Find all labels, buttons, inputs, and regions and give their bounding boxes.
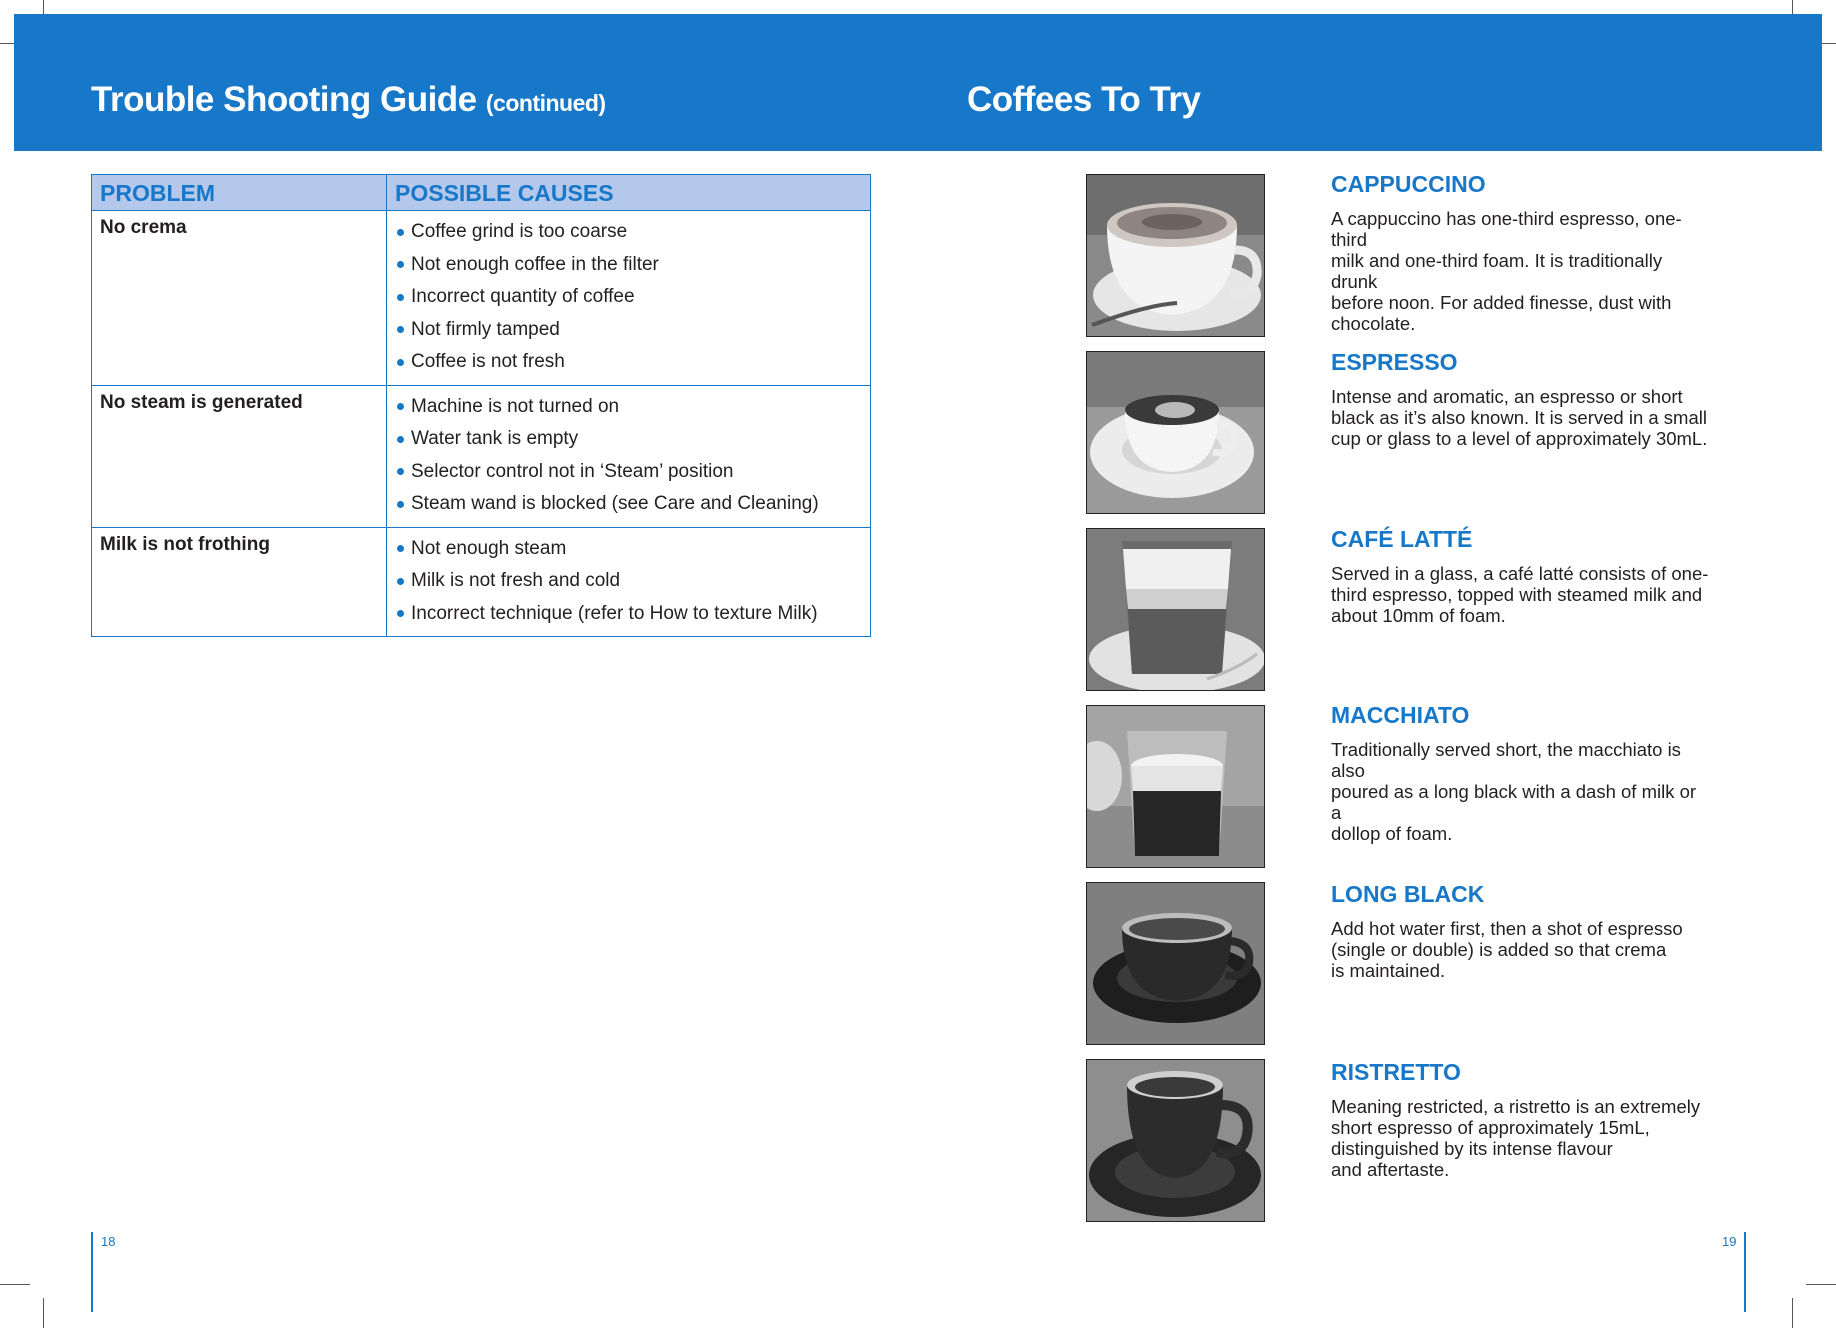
bullet-icon [397, 578, 404, 585]
coffee-name: ESPRESSO [1331, 349, 1458, 375]
long-black-photo [1086, 882, 1265, 1045]
list-item [395, 565, 862, 598]
cause-text: Coffee grind is too coarse [411, 221, 628, 243]
cause-text: Not firmly tamped [411, 318, 560, 340]
cause-text: Selector control not in ‘Steam’ position [411, 460, 734, 482]
list-item [395, 456, 862, 489]
list-item [395, 391, 862, 424]
causes-cell [387, 211, 871, 386]
list-item [395, 249, 862, 282]
problem-cell: Milk is not frothing [92, 527, 387, 637]
cause-text: Milk is not fresh and cold [411, 570, 621, 592]
coffee-name: MACCHIATO [1331, 702, 1470, 728]
bullet-icon [397, 545, 404, 552]
causes-cell [387, 527, 871, 637]
page-rule-right [1744, 1232, 1746, 1312]
coffee-entry-cafe-latte [1331, 526, 1711, 626]
page-title-right: Coffees To Try [967, 80, 1201, 119]
cause-text: Water tank is empty [411, 428, 579, 450]
bullet-icon [397, 403, 404, 410]
column-header-problem: PROBLEM [92, 175, 387, 211]
bullet-icon [397, 610, 404, 617]
coffee-name: RISTRETTO [1331, 1059, 1461, 1085]
list-item [395, 598, 862, 631]
page-number-left: 18 [101, 1234, 116, 1249]
coffee-name: LONG BLACK [1331, 881, 1485, 907]
crop-mark [1792, 1298, 1793, 1328]
list-item [395, 423, 862, 456]
crop-mark [43, 1298, 44, 1328]
coffee-entry-long-black [1331, 881, 1711, 981]
page-rule-left [91, 1232, 93, 1312]
cause-text: Incorrect technique (refer to How to texture Milk) [411, 602, 818, 624]
coffee-description: Meaning restricted, a ristretto is an extremely short espresso of approximately 15mL, distinguished by its intense flavour and aftertaste. [1331, 1096, 1701, 1180]
list-item [395, 533, 862, 566]
coffee-description: Add hot water first, then a shot of espresso (single or double) is added so that crema is maintained. [1331, 918, 1683, 981]
column-header-causes: POSSIBLE CAUSES [387, 175, 871, 211]
table-row [92, 385, 871, 527]
problem-cell: No steam is generated [92, 385, 387, 527]
coffee-description: Traditionally served short, the macchiato is also poured as a long black with a dash of milk or a dollop of foam. [1331, 739, 1697, 844]
coffee-entry-macchiato [1331, 702, 1711, 844]
cappuccino-photo [1086, 174, 1265, 337]
bullet-icon [397, 501, 404, 508]
table-row [92, 211, 871, 386]
espresso-photo [1086, 351, 1265, 514]
cause-text: Coffee is not fresh [411, 351, 565, 373]
coffee-name: CAFÉ LATTÉ [1331, 526, 1473, 552]
crop-mark [1806, 1284, 1836, 1285]
table-row [92, 527, 871, 637]
bullet-icon [397, 294, 404, 301]
coffee-entry-espresso [1331, 349, 1711, 449]
list-item [395, 216, 862, 249]
ristretto-photo [1086, 1059, 1265, 1222]
bullet-icon [397, 436, 404, 443]
cafe-latte-photo [1086, 528, 1265, 691]
cause-text: Incorrect quantity of coffee [411, 286, 635, 308]
cause-text: Not enough steam [411, 537, 567, 559]
cause-text: Not enough coffee in the filter [411, 253, 659, 275]
macchiato-photo [1086, 705, 1265, 868]
list-item [395, 346, 862, 379]
bullet-icon [397, 326, 404, 333]
troubleshooting-table [91, 174, 871, 637]
coffee-entry-cappuccino [1331, 171, 1711, 334]
list-item [395, 314, 862, 347]
coffee-entry-ristretto [1331, 1059, 1711, 1180]
bullet-icon [397, 359, 404, 366]
causes-cell [387, 385, 871, 527]
page-number-right: 19 [1722, 1234, 1737, 1249]
bullet-icon [397, 468, 404, 475]
coffee-name: CAPPUCCINO [1331, 171, 1486, 197]
cause-text: Machine is not turned on [411, 395, 620, 417]
coffee-description: A cappuccino has one-third espresso, one-third milk and one-third foam. It is traditionally drunk before noon. For added finesse, dust with chocolate. [1331, 208, 1682, 334]
list-item [395, 281, 862, 314]
list-item [395, 488, 862, 521]
bullet-icon [397, 261, 404, 268]
page-title-left [91, 80, 606, 120]
problem-cell: No crema [92, 211, 387, 386]
table-header-row [92, 175, 871, 211]
title-text: Trouble Shooting Guide [91, 80, 477, 119]
crop-mark [0, 1284, 30, 1285]
bullet-icon [397, 229, 404, 236]
coffee-description: Intense and aromatic, an espresso or short black as it’s also known. It is served in a small cup or glass to a level of approximately 30mL. [1331, 386, 1708, 449]
coffee-description: Served in a glass, a café latté consists of one- third espresso, topped with steamed milk and about 10mm of foam. [1331, 563, 1709, 626]
cause-text: Steam wand is blocked (see Care and Cleaning) [411, 493, 819, 515]
title-suffix: (continued) [485, 90, 606, 116]
